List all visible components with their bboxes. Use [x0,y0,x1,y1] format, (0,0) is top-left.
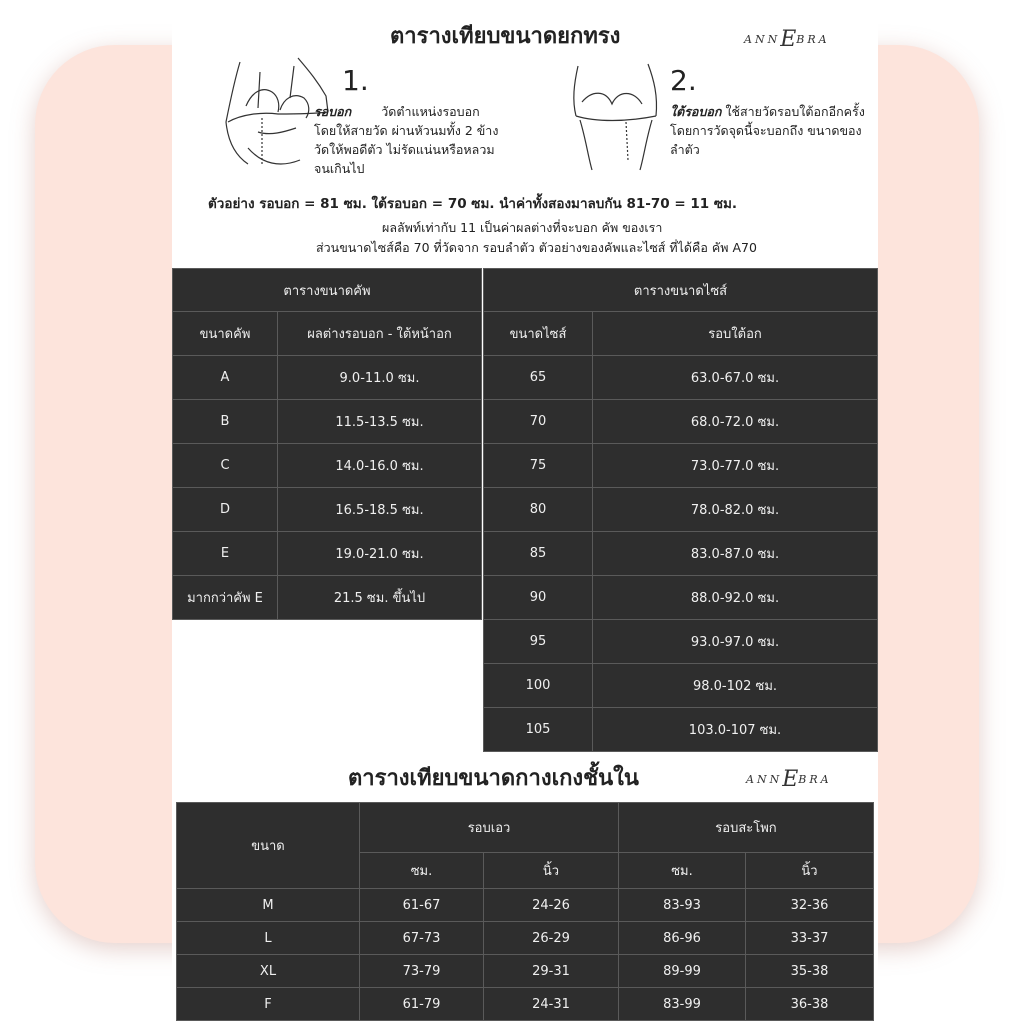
cup-size-table [172,268,482,620]
underbust-cell: 88.0-92.0 ซม. [593,576,878,620]
table-row [484,488,878,532]
hip-cm-cell: 86-96 [619,922,746,955]
table-row [173,444,482,488]
table-row [173,576,482,620]
band-cell: 105 [484,708,593,752]
underbust-cell: 93.0-97.0 ซม. [593,620,878,664]
waist-inch-cell: 29-31 [484,955,619,988]
table-row [484,532,878,576]
panty-size-cell: L [177,922,360,955]
band-cell: 75 [484,444,593,488]
size-chart-sheet [172,6,878,1024]
cup-range-cell: 19.0-21.0 ซม. [278,532,482,576]
hip-inch-cell: 33-37 [746,922,874,955]
cup-cell: C [173,444,278,488]
band-cell: 90 [484,576,593,620]
table-row [484,356,878,400]
panty-header-hip: รอบสะโพก [619,803,874,853]
example-note-1: ผลลัพท์เท่ากับ 11 เป็นค่าผลต่างที่จะบอก คัพ ของเรา [382,220,663,235]
underbust-cell: 103.0-107 ซม. [593,708,878,752]
example-note-2: ส่วนขนาดไซส์คือ 70 ที่วัดจาก รอบลำตัว ตัวอย่างของคัพและไซส์ ที่ได้คือ คัพ A70 [316,240,757,255]
hip-inch-cell: 32-36 [746,889,874,922]
table-row [173,356,482,400]
step1-number: 1. [342,64,369,97]
size-table-header: รอบใต้อก [593,312,878,356]
panty-header-unit: ซม. [619,853,746,889]
panty-header-size: ขนาด [177,803,360,889]
step2-number: 2. [670,64,697,97]
size-table-title: ตารางขนาดไซส์ [484,269,878,312]
waist-cm-cell: 67-73 [360,922,484,955]
waist-inch-cell: 26-29 [484,922,619,955]
band-cell: 70 [484,400,593,444]
panty-header-unit: ซม. [360,853,484,889]
table-row [484,444,878,488]
hip-inch-cell: 36-38 [746,988,874,1021]
panty-size-cell: F [177,988,360,1021]
cup-range-cell: 16.5-18.5 ซม. [278,488,482,532]
table-row [484,708,878,752]
underbust-cell: 78.0-82.0 ซม. [593,488,878,532]
panty-header-unit: นิ้ว [484,853,619,889]
table-row [484,664,878,708]
underbust-cell: 73.0-77.0 ซม. [593,444,878,488]
cup-cell: A [173,356,278,400]
panty-size-cell: M [177,889,360,922]
hip-inch-cell: 35-38 [746,955,874,988]
panty-chart-title: ตารางเทียบขนาดกางเกงชั้นใน [348,766,639,791]
table-row [484,576,878,620]
table-row [177,922,874,955]
band-cell: 85 [484,532,593,576]
table-row [177,955,874,988]
underbust-cell: 68.0-72.0 ซม. [593,400,878,444]
panty-header-waist: รอบเอว [360,803,619,853]
cup-table-header: ผลต่างรอบอก - ใต้หน้าอก [278,312,482,356]
underbust-cell: 83.0-87.0 ซม. [593,532,878,576]
hip-cm-cell: 89-99 [619,955,746,988]
table-row [484,400,878,444]
size-table-header: ขนาดไซส์ [484,312,593,356]
brand-logo: ANNEBRA [746,767,832,792]
cup-cell: D [173,488,278,532]
underbust-measure-illustration [566,60,666,176]
table-row [177,988,874,1021]
cup-table-title: ตารางขนาดคัพ [173,269,482,312]
table-row [173,532,482,576]
brand-logo: ANNEBRA [744,27,830,52]
table-row [173,400,482,444]
waist-cm-cell: 73-79 [360,955,484,988]
waist-cm-cell: 61-67 [360,889,484,922]
bra-chart-title: ตารางเทียบขนาดยกทรง [390,24,621,49]
table-row [173,488,482,532]
cup-cell: E [173,532,278,576]
cup-range-cell: 14.0-16.0 ซม. [278,444,482,488]
waist-inch-cell: 24-31 [484,988,619,1021]
step1-description: รอบอก วัดตำแหน่งรอบอก โดยให้สายวัด ผ่านหัวนมทั้ง 2 ข้าง วัดให้พอดีตัว ไม่รัดแน่นหรือหลวม จนเกินไป [314,104,499,176]
panty-size-table [176,802,874,1021]
cup-table-header: ขนาดคัพ [173,312,278,356]
cup-range-cell: 11.5-13.5 ซม. [278,400,482,444]
hip-cm-cell: 83-99 [619,988,746,1021]
panty-header-unit: นิ้ว [746,853,874,889]
band-size-table [483,268,878,752]
cup-range-cell: 21.5 ซม. ขึ้นไป [278,576,482,620]
waist-cm-cell: 61-79 [360,988,484,1021]
table-row [484,620,878,664]
band-cell: 100 [484,664,593,708]
band-cell: 95 [484,620,593,664]
step2-description: ใต้รอบอก ใช้สายวัดรอบใต้อกอีกครั้ง โดยการวัดจุดนี้จะบอกถึง ขนาดของ ลำตัว [670,104,865,157]
underbust-cell: 98.0-102 ซม. [593,664,878,708]
band-cell: 80 [484,488,593,532]
panty-size-cell: XL [177,955,360,988]
cup-range-cell: 9.0-11.0 ซม. [278,356,482,400]
hip-cm-cell: 83-93 [619,889,746,922]
table-row [177,889,874,922]
example-text: ตัวอย่าง รอบอก = 81 ซม. ใต้รอบอก = 70 ซม. นำค่าทั้งสองมาลบกัน 81-70 = 11 ซม. [208,196,738,212]
waist-inch-cell: 24-26 [484,889,619,922]
cup-cell: มากกว่าคัพ E [173,576,278,620]
cup-cell: B [173,400,278,444]
band-cell: 65 [484,356,593,400]
underbust-cell: 63.0-67.0 ซม. [593,356,878,400]
